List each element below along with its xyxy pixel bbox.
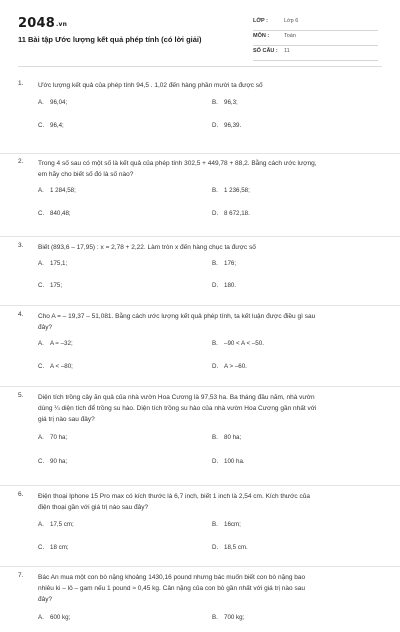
question-line: đây? [38, 324, 53, 331]
meta-key: LỚP : [253, 18, 268, 24]
option-b[interactable] [212, 614, 244, 621]
option-text: 175; [50, 282, 63, 289]
question-text [38, 242, 378, 253]
option-text: 700 kg; [224, 614, 245, 621]
question-item [0, 158, 400, 237]
worksheet-title: 11 Bài tập Ước lượng kết quả phép tính (có lời giải) [18, 35, 202, 44]
option-text: 600 kg; [50, 614, 71, 621]
question-line: Trong 4 số sau có một số là kết quả của phép tính 302,5 + 449,78 + 88,2. Bằng cách ước lượng, [38, 160, 317, 167]
question-line: em hãy cho biết số đó là số nào? [38, 171, 134, 178]
option-b[interactable] [212, 99, 238, 106]
option-text: 180. [224, 282, 237, 289]
question-number: 3. [18, 242, 24, 249]
option-a[interactable] [38, 99, 67, 106]
option-letter: A. [38, 260, 44, 267]
option-letter: C. [38, 210, 45, 217]
logo-suffix: .vn [55, 21, 68, 28]
option-a[interactable] [38, 434, 67, 441]
meta-value: Lớp 6 [284, 18, 299, 24]
option-c[interactable] [38, 210, 71, 217]
option-text: 176; [224, 260, 237, 267]
option-a[interactable] [38, 614, 70, 621]
option-letter: B. [212, 614, 218, 621]
option-text: 96,4; [50, 122, 64, 129]
option-a[interactable] [38, 260, 67, 267]
meta-value: Toán [284, 33, 296, 39]
option-letter: D. [212, 458, 219, 465]
question-item [0, 80, 400, 154]
question-text [38, 572, 378, 605]
option-b[interactable] [212, 260, 236, 267]
question-text [38, 80, 378, 91]
option-d[interactable] [212, 122, 241, 129]
option-letter: D. [212, 282, 219, 289]
option-letter: A. [38, 340, 44, 347]
option-letter: A. [38, 187, 44, 194]
option-d[interactable] [212, 458, 245, 465]
option-text: A ≈ –32; [50, 340, 73, 347]
question-item [0, 311, 400, 387]
option-letter: A. [38, 434, 44, 441]
option-letter: B. [212, 99, 218, 106]
option-text: 175,1; [50, 260, 68, 267]
meta-question-count [253, 44, 378, 61]
option-text: 17,5 cm; [50, 521, 74, 528]
header-divider [18, 66, 382, 67]
option-letter: C. [38, 122, 45, 129]
option-text: –90 < A < –50. [224, 340, 264, 347]
meta-value: 11 [284, 48, 290, 54]
option-text: 18 cm; [50, 544, 69, 551]
option-letter: B. [212, 187, 218, 194]
option-text: 80 ha; [224, 434, 242, 441]
question-number: 6. [18, 491, 24, 498]
question-line: Diện tích trồng cây ăn quả của nhà vườn Hoa Cương là 97,53 ha. Ba tháng đầu năm, nhà vườn [38, 394, 315, 401]
question-text [38, 491, 378, 513]
question-item [0, 491, 400, 567]
option-letter: D. [212, 122, 219, 129]
question-line: Điện thoại Iphone 15 Pro max có kích thước là 6,7 inch, biết 1 inch là 2,54 cm. Kích thước của [38, 493, 310, 500]
question-item [0, 572, 400, 632]
option-letter: D. [212, 363, 219, 370]
question-line: Cho A = – 19,37 – 51,081. Bằng cách ước lượng kết quả phép tính, ta kết luận được điều gì sau [38, 313, 316, 320]
question-line: giá trị nào sau đây? [38, 416, 95, 423]
option-text: 8 672,18. [224, 210, 250, 217]
option-letter: B. [212, 340, 218, 347]
option-letter: B. [212, 521, 218, 528]
question-line: Ước lượng kết quả của phép tính 94,5 . 1,02 đến hàng phần mười ta được số [38, 82, 263, 89]
option-a[interactable] [38, 340, 73, 347]
option-letter: A. [38, 614, 44, 621]
option-letter: C. [38, 363, 45, 370]
option-letter: D. [212, 210, 219, 217]
option-c[interactable] [38, 544, 69, 551]
option-letter: A. [38, 99, 44, 106]
question-list [0, 80, 400, 632]
option-text: 70 ha; [50, 434, 68, 441]
option-c[interactable] [38, 282, 62, 289]
option-text: A < –80; [50, 363, 73, 370]
option-text: 96,3; [224, 99, 238, 106]
question-number: 1. [18, 80, 24, 87]
question-text [38, 311, 378, 333]
option-text: 1 236,58; [224, 187, 250, 194]
question-line: dùng ¼ diện tích để trồng su hào. Diện tích trồng su hào của nhà vườn Hoa Cương gần nhất với [38, 405, 317, 412]
option-d[interactable] [212, 544, 248, 551]
option-c[interactable] [38, 363, 73, 370]
option-letter: A. [38, 521, 44, 528]
option-c[interactable] [38, 122, 64, 129]
question-line: Biết (893,6 – 17,95) : x = 2,78 + 2,22. Làm tròn x đến hàng chục ta được số [38, 244, 256, 251]
option-c[interactable] [38, 458, 67, 465]
option-letter: C. [38, 282, 45, 289]
option-b[interactable] [212, 340, 264, 347]
question-line: đây? [38, 596, 53, 603]
option-text: 96,04; [50, 99, 68, 106]
option-text: 18,5 cm. [224, 544, 248, 551]
option-text: 90 ha; [50, 458, 68, 465]
option-letter: B. [212, 260, 218, 267]
option-letter: C. [38, 458, 45, 465]
meta-key: SỐ CÂU : [253, 48, 278, 54]
option-a[interactable] [38, 521, 74, 528]
option-text: A > –60. [224, 363, 247, 370]
question-line: điện thoại gần với giá trị nào sau đây? [38, 504, 149, 511]
option-text: 1 284,58; [50, 187, 76, 194]
option-text: 96,39. [224, 122, 242, 129]
question-number: 7. [18, 572, 24, 579]
option-d[interactable] [212, 210, 250, 217]
question-item [0, 242, 400, 306]
question-number: 2. [18, 158, 24, 165]
logo-text: 2048 [18, 16, 55, 31]
option-text: 100 ha. [224, 458, 245, 465]
question-item [0, 392, 400, 486]
option-b[interactable] [212, 521, 241, 528]
question-line: Bác An mua một con bò nặng khoảng 1430,16 pound nhưng bác muốn biết con bò nặng bao [38, 574, 306, 581]
question-number: 5. [18, 392, 24, 399]
option-a[interactable] [38, 187, 76, 194]
option-d[interactable] [212, 363, 247, 370]
option-d[interactable] [212, 282, 236, 289]
option-text: 16cm; [224, 521, 241, 528]
option-letter: C. [38, 544, 45, 551]
site-logo[interactable] [18, 16, 67, 31]
option-letter: B. [212, 434, 218, 441]
option-letter: D. [212, 544, 219, 551]
question-number: 4. [18, 311, 24, 318]
option-text: 840,48; [50, 210, 71, 217]
worksheet-header [0, 0, 400, 66]
question-text [38, 392, 378, 425]
option-b[interactable] [212, 187, 250, 194]
question-line: nhiêu ki – lô – gam nếu 1 pound ≈ 0,45 kg. Cân nặng của con bò gần nhất với giá trị nào sau [38, 585, 305, 592]
meta-key: MÔN : [253, 33, 270, 39]
question-text [38, 158, 378, 180]
option-b[interactable] [212, 434, 241, 441]
